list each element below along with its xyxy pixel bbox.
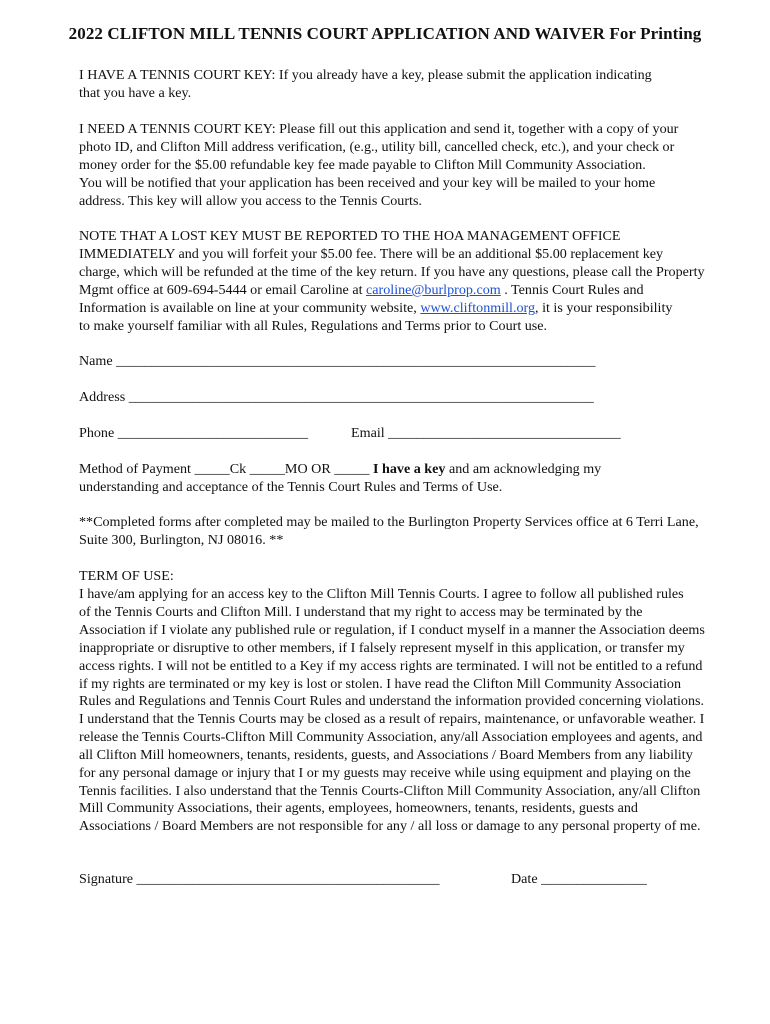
name-field[interactable]: Name ____________________________________________________________________ [79, 353, 596, 369]
lost-key-line: NOTE THAT A LOST KEY MUST BE REPORTED TO THE HOA MANAGEMENT OFFICE [79, 228, 621, 244]
need-key-line: address. This key will allow you access to the Tennis Courts. [79, 193, 422, 209]
contact-text: Mgmt office at 609-694-5444 or email Caroline at [79, 282, 367, 298]
date-field[interactable]: Date _______________ [511, 871, 647, 887]
payment-method-line [79, 460, 601, 478]
terms-heading: TERM OF USE: [79, 568, 174, 584]
info-text: Information is available on line at your community website, [79, 300, 421, 316]
mail-note-line: **Completed forms after completed may be mailed to the Burlington Property Services office at 6 Terri Lane, [79, 514, 699, 530]
terms-line: Association if I violate any published rule or regulation, if I conduct myself in a manner the Association deems [79, 622, 705, 638]
terms-line: release the Tennis Courts-Clifton Mill Community Association, any/all Association employees and agents, and [79, 729, 703, 745]
terms-line: inappropriate or disruptive to other members, if I falsely represent myself in this application, or transfer my [79, 640, 685, 656]
terms-line: access rights. I will not be entitled to a Key if my access rights are terminated. I will not be entitled to a refund [79, 658, 703, 674]
terms-line: for any personal damage or injury that I or my guests may receive while using equipment and playing on the [79, 765, 691, 781]
terms-line: of the Tennis Courts and Clifton Mill. I understand that my right to access may be terminated by the [79, 604, 643, 620]
email-field[interactable]: Email _________________________________ [351, 425, 621, 441]
payment-options[interactable]: Method of Payment _____Ck _____MO OR _____ [79, 461, 374, 477]
terms-line: I have/am applying for an access key to the Clifton Mill Tennis Courts. I agree to follow all published rules [79, 586, 684, 602]
email-link[interactable]: caroline@burlprop.com [366, 282, 501, 298]
terms-line: Associations / Board Members are not responsible for any / all loss or damage to any personal property of me. [79, 818, 701, 834]
payment-ack-line: understanding and acceptance of the Tennis Court Rules and Terms of Use. [79, 479, 503, 495]
document-title: 2022 CLIFTON MILL TENNIS COURT APPLICATION AND WAIVER For Printing [68, 24, 702, 43]
website-link[interactable]: www.cliftonmill.org [420, 300, 536, 316]
need-key-line: You will be notified that your application has been received and your key will be mailed to your home [79, 175, 656, 191]
terms-line: all Clifton Mill homeowners, tenants, residents, guests, and Associations / Board Members from any liability [79, 747, 693, 763]
have-key-line: I HAVE A TENNIS COURT KEY: If you already have a key, please submit the application indicating [79, 67, 652, 83]
acknowledge-text: and am acknowledging my [445, 461, 602, 477]
phone-field[interactable]: Phone ___________________________ [79, 425, 309, 441]
have-key-line: that you have a key. [79, 85, 192, 101]
terms-line: I understand that the Tennis Courts may be closed as a result of repairs, maintenance, or unfavorable weather. I [79, 711, 705, 727]
have-key-option: I have a key [373, 461, 446, 477]
terms-line: Mill Community Associations, their agents, employees, homeowners, tenants, residents, guests and [79, 800, 638, 816]
lost-key-line [79, 281, 644, 299]
terms-line: if my rights are terminated or my key is lost or stolen. I have read the Clifton Mill Community Association [79, 676, 682, 692]
lost-key-line: IMMEDIATELY and you will forfeit your $5.00 fee. There will be an additional $5.00 replacement key [79, 246, 664, 262]
need-key-line: money order for the $5.00 refundable key fee made payable to Clifton Mill Community Association. [79, 157, 646, 173]
lost-key-line [79, 299, 672, 317]
lost-key-line: to make yourself familiar with all Rules, Regulations and Terms prior to Court use. [79, 318, 548, 334]
need-key-line: I NEED A TENNIS COURT KEY: Please fill out this application and send it, together with a copy of your [79, 121, 679, 137]
signature-field[interactable]: Signature ___________________________________________ [79, 871, 440, 887]
terms-line: Tennis facilities. I also understand that the Tennis Courts-Clifton Mill Community Association, any/all Clifton [79, 783, 701, 799]
lost-key-line: charge, which will be refunded at the time of the key return. If you have any questions, please call the Property [79, 264, 705, 280]
responsibility-text: , it is your responsibility [535, 300, 673, 316]
need-key-line: photo ID, and Clifton Mill address verification, (e.g., utility bill, cancelled check, etc.), and your check or [79, 139, 675, 155]
terms-line: Rules and Regulations and Tennis Court Rules and understand the information provided concerning violations. [79, 693, 705, 709]
mail-note-line: Suite 300, Burlington, NJ 08016. ** [79, 532, 284, 548]
address-field[interactable]: Address __________________________________________________________________ [79, 389, 594, 405]
rules-text: . Tennis Court Rules and [500, 282, 644, 298]
